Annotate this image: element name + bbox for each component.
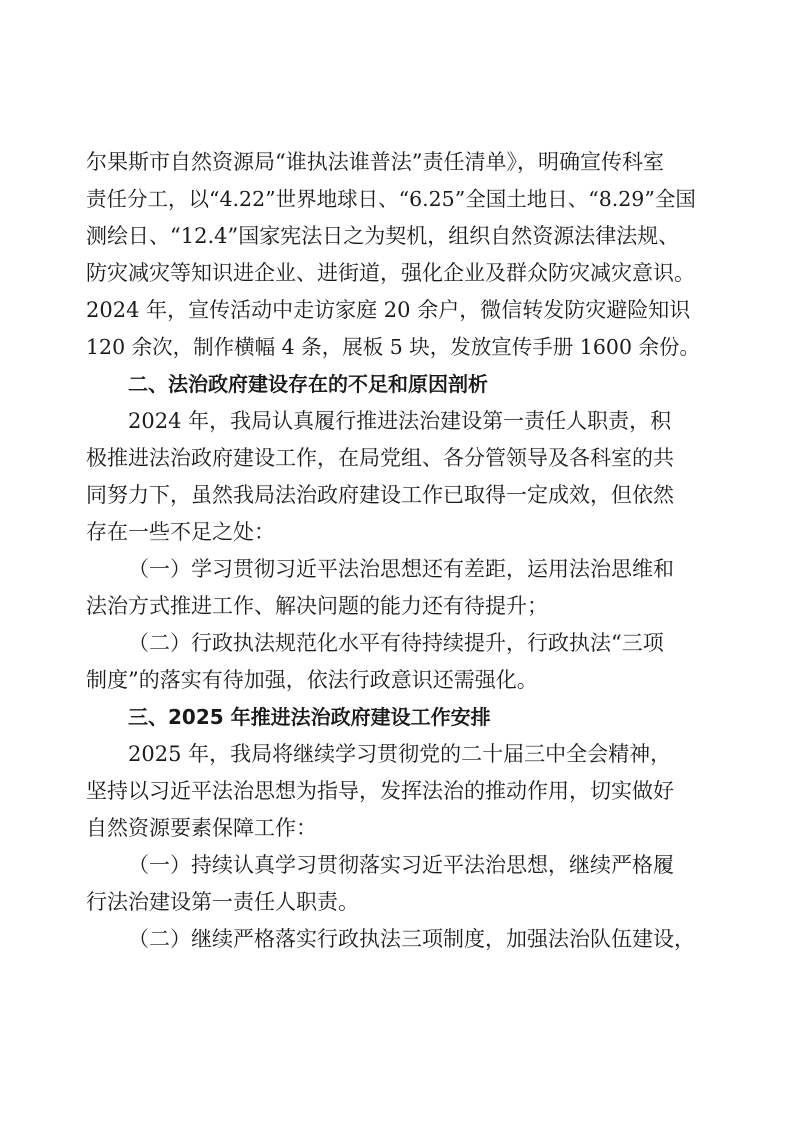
text-line-19: 自然资源要素保障工作：: [86, 816, 317, 840]
text-line-1: 尔果斯市自然资源局“谁执法谁普法”责任清单》，明确宣传科室: [86, 150, 664, 174]
text-line-4: 防灾减灾等知识进企业、进街道，强化企业及群众防灾减灾意识。: [86, 261, 695, 285]
text-line-3: 测绘日、“12.4”国家宪法日之为契机，组织自然资源法律法规、: [86, 224, 680, 248]
section-heading-2: 二、法治政府建设存在的不足和原因剖析: [128, 372, 488, 396]
text-line-22: （二）继续严格落实行政执法三项制度，加强法治队伍建设，: [128, 927, 695, 951]
text-line-10: 同努力下，虽然我局法治政府建设工作已取得一定成效，但依然: [86, 483, 674, 507]
text-line-5: 2024 年，宣传活动中走访家庭 20 余户，微信转发防灾避险知识: [86, 298, 691, 322]
text-line-2: 责任分工，以“4.22”世界地球日、“6.25”全国土地日、“8.29”全国: [86, 187, 696, 211]
text-line-21: 行法治建设第一责任人职责。: [86, 890, 359, 914]
text-line-8: 2024 年，我局认真履行推进法治建设第一责任人职责，积: [128, 409, 672, 433]
text-line-6: 120 余次，制作横幅 4 条，展板 5 块，发放宣传手册 1600 余份。: [86, 335, 700, 359]
text-line-13: 法治方式推进工作、解决问题的能力还有待提升；: [86, 594, 548, 618]
text-line-17: 2025 年，我局将继续学习贯彻党的二十届三中全会精神，: [128, 742, 672, 766]
text-line-12: （一）学习贯彻习近平法治思想还有差距，运用法治思维和: [128, 557, 674, 581]
text-line-11: 存在一些不足之处：: [86, 520, 275, 544]
text-line-20: （一）持续认真学习贯彻落实习近平法治思想，继续严格履: [128, 853, 674, 877]
text-line-15: 制度”的落实有待加强，依法行政意识还需强化。: [86, 668, 538, 692]
text-line-18: 坚持以习近平法治思想为指导，发挥法治的推动作用，切实做好: [86, 779, 674, 803]
section-heading-3: 三、2025 年推进法治政府建设工作安排: [128, 705, 491, 729]
body-text: [86, 144, 706, 958]
text-line-9: 极推进法治政府建设工作，在局党组、各分管领导及各科室的共: [86, 446, 674, 470]
text-line-14: （二）行政执法规范化水平有待持续提升，行政执法“三项: [128, 631, 664, 655]
